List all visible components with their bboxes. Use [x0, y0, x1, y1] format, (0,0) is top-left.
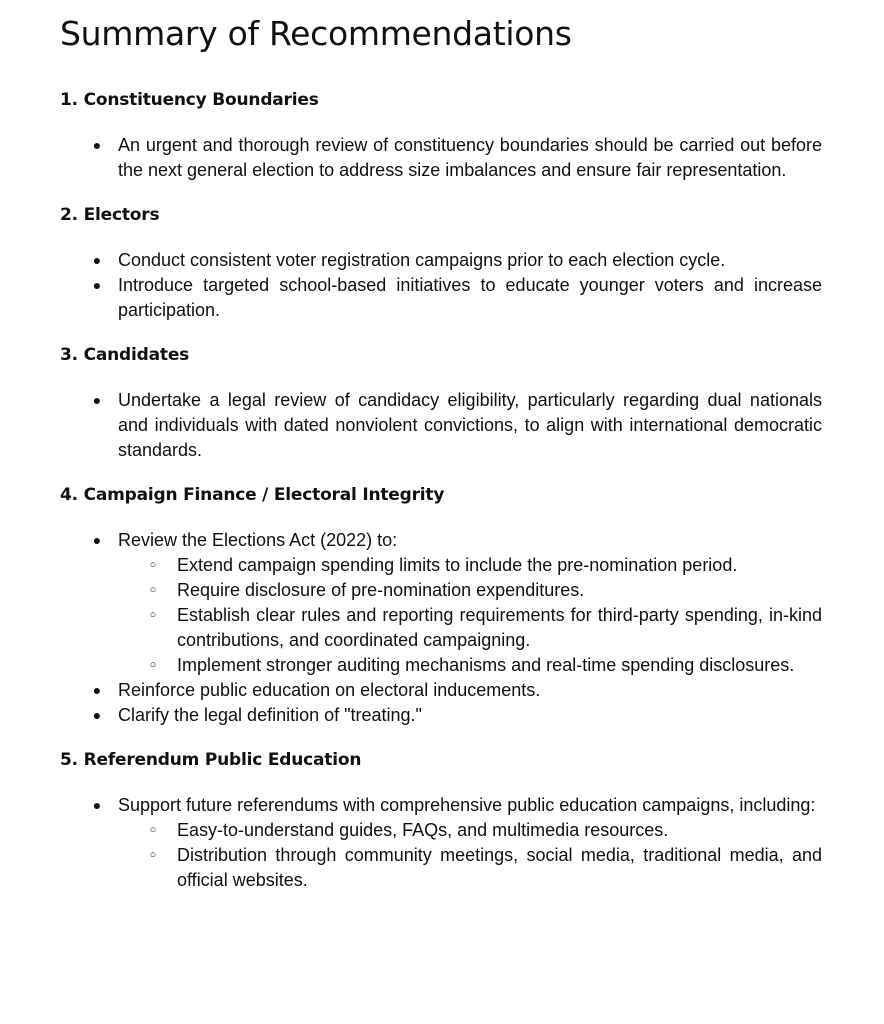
- bullet-icon: ●: [92, 252, 102, 268]
- list-item: [60, 703, 822, 728]
- section-heading: 3. Candidates: [60, 345, 190, 365]
- section-referendum-education: [60, 748, 822, 893]
- sub-bullet-list: [118, 818, 822, 893]
- section-heading: 2. Electors: [60, 205, 160, 225]
- list-item-text: Conduct consistent voter registration campaigns prior to each election cycle.: [118, 250, 726, 270]
- section-heading: 5. Referendum Public Education: [60, 750, 362, 770]
- section-heading: 1. Constituency Boundaries: [60, 90, 319, 110]
- sub-list-item-text: Require disclosure of pre-nomination expenditures.: [177, 580, 585, 600]
- list-item: [60, 133, 822, 183]
- section-constituency-boundaries: [60, 88, 822, 183]
- sub-bullet-icon: ○: [149, 824, 157, 836]
- sub-list-item-text: Easy-to-understand guides, FAQs, and multimedia resources.: [177, 820, 669, 840]
- list-item-text: An urgent and thorough review of constituency boundaries should be carried out before the next general election to address size imbalances and ensure fair representation.: [118, 135, 822, 180]
- section-heading: 4. Campaign Finance / Electoral Integrity: [60, 485, 445, 505]
- sub-list-item: [118, 578, 822, 603]
- bullet-icon: ●: [92, 137, 102, 153]
- sub-bullet-icon: ○: [149, 849, 157, 861]
- bullet-icon: ●: [92, 797, 102, 813]
- section-electors: [60, 203, 822, 323]
- bullet-icon: ●: [92, 707, 102, 723]
- sub-list-item: [118, 653, 822, 678]
- list-item-text: Clarify the legal definition of "treating.": [118, 705, 422, 725]
- page-title: Summary of Recommendations: [60, 14, 572, 53]
- list-item: [60, 793, 822, 893]
- sub-bullet-icon: ○: [149, 559, 157, 571]
- bullet-icon: ●: [92, 277, 102, 293]
- sub-list-item: [118, 843, 822, 893]
- sub-list-item-text: Distribution through community meetings, social media, traditional media, and official websites.: [177, 845, 822, 890]
- list-item-text: Support future referendums with comprehensive public education campaigns, including:: [118, 795, 816, 815]
- list-item: [60, 248, 822, 273]
- list-item: [60, 678, 822, 703]
- sub-list-item-text: Establish clear rules and reporting requirements for third-party spending, in-kind contributions, and coordinated campaigning.: [177, 605, 822, 650]
- sub-list-item: [118, 818, 822, 843]
- bullet-icon: ●: [92, 392, 102, 408]
- list-item: [60, 273, 822, 323]
- bullet-list: [60, 793, 822, 893]
- section-candidates: [60, 343, 822, 463]
- list-item-text: Reinforce public education on electoral inducements.: [118, 680, 541, 700]
- list-item: [60, 528, 822, 678]
- list-item-text: Review the Elections Act (2022) to:: [118, 530, 398, 550]
- bullet-list: [60, 248, 822, 323]
- list-item: [60, 388, 822, 463]
- sub-bullet-icon: ○: [149, 609, 157, 621]
- bullet-icon: ●: [92, 682, 102, 698]
- section-campaign-finance: [60, 483, 822, 728]
- sub-list-item-text: Implement stronger auditing mechanisms and real-time spending disclosures.: [177, 655, 795, 675]
- sub-bullet-list: [118, 553, 822, 678]
- sub-bullet-icon: ○: [149, 659, 157, 671]
- list-item-text: Introduce targeted school-based initiatives to educate younger voters and increase participation.: [118, 275, 822, 320]
- sub-list-item-text: Extend campaign spending limits to include the pre-nomination period.: [177, 555, 738, 575]
- bullet-list: [60, 388, 822, 463]
- bullet-list: [60, 133, 822, 183]
- list-item-text: Undertake a legal review of candidacy eligibility, particularly regarding dual nationals and individuals with dated nonviolent convictions, to align with international democratic standards.: [118, 390, 822, 460]
- sub-list-item: [118, 603, 822, 653]
- bullet-icon: ●: [92, 532, 102, 548]
- sub-bullet-icon: ○: [149, 584, 157, 596]
- bullet-list: [60, 528, 822, 728]
- sub-list-item: [118, 553, 822, 578]
